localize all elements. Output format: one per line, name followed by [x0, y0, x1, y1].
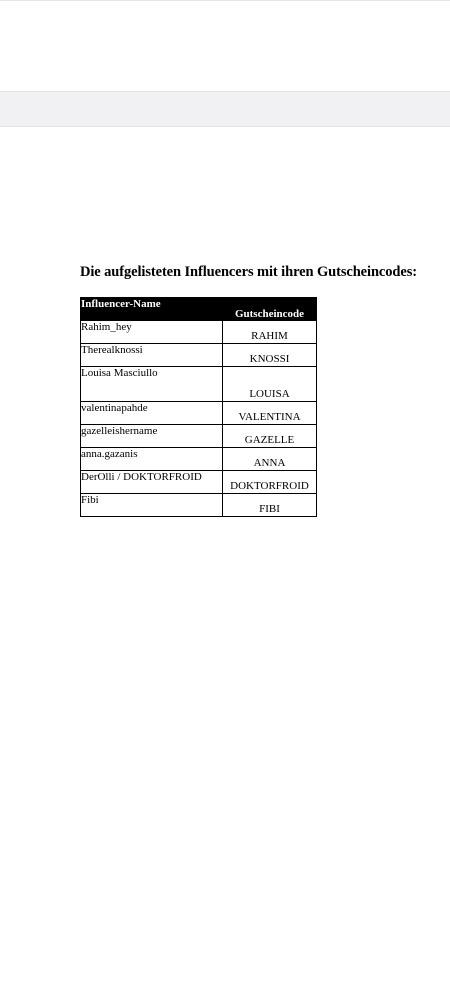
influencer-code-table [80, 297, 317, 517]
influencer-name-cell: DerOlli / DOKTORFROID [81, 471, 223, 494]
voucher-code-cell: ANNA [223, 448, 317, 471]
toolbar-band [0, 91, 450, 127]
influencer-name-cell: Louisa Masciullo [81, 367, 223, 402]
document-title: Die aufgelisteten Influencers mit ihren Gutscheincodes: [80, 264, 417, 280]
page-top-edge [0, 0, 450, 1]
table-row [81, 425, 317, 448]
header-voucher-code: Gutscheincode [223, 298, 317, 321]
table-row [81, 448, 317, 471]
voucher-code-cell: KNOSSI [223, 344, 317, 367]
influencer-name-cell: Rahim_hey [81, 321, 223, 344]
table-row [81, 471, 317, 494]
voucher-code-cell: VALENTINA [223, 402, 317, 425]
voucher-code-cell: FIBI [223, 494, 317, 517]
table-row [81, 367, 317, 402]
table-row [81, 402, 317, 425]
influencer-name-cell: Therealknossi [81, 344, 223, 367]
table-row [81, 344, 317, 367]
table-row [81, 321, 317, 344]
header-influencer-name: Influencer-Name [81, 298, 223, 321]
voucher-code-cell: LOUISA [223, 367, 317, 402]
voucher-code-cell: GAZELLE [223, 425, 317, 448]
voucher-code-cell: RAHIM [223, 321, 317, 344]
influencer-name-cell: Fibi [81, 494, 223, 517]
table-row [81, 494, 317, 517]
influencer-name-cell: anna.gazanis [81, 448, 223, 471]
influencer-name-cell: gazelleishername [81, 425, 223, 448]
voucher-code-cell: DOKTORFROID [223, 471, 317, 494]
influencer-name-cell: valentinapahde [81, 402, 223, 425]
table-header-row [81, 298, 317, 321]
